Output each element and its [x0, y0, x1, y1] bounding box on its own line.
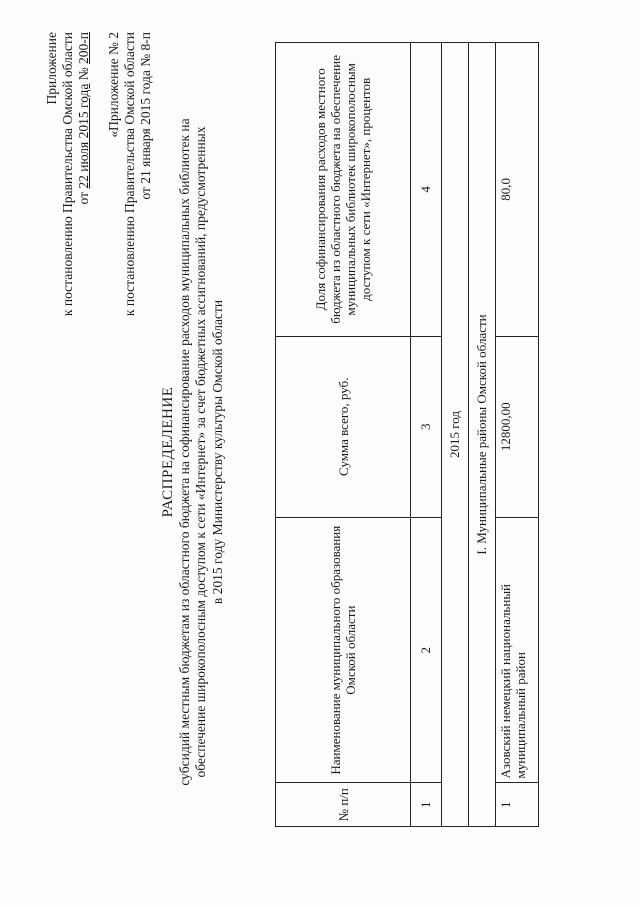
col-number-4: 4: [411, 43, 442, 337]
section-label: I. Муниципальные районы Омской области: [469, 43, 496, 827]
header-sum: Сумма всего, руб.: [276, 336, 411, 517]
table-row: [496, 43, 539, 827]
header-num: № п/п: [276, 783, 411, 827]
annex-line1: к постановлению Правительства Омской области: [60, 32, 75, 317]
header-share: Доля софинансирования расходов местного бюджета из областного бюджета на обеспечение муниципальных библиотек широкополосным доступом к сети «Интернет», процентов: [276, 43, 411, 337]
document-title: РАСПРЕДЕЛЕНИЕ: [160, 386, 176, 518]
title-line1: субсидий местным бюджетам из областного бюджета на софинансирование расходов муниципальных библиотек на: [176, 118, 192, 786]
section-row: [469, 43, 496, 827]
annex2-title: «Приложение № 2: [106, 32, 121, 138]
year-label: 2015 год: [442, 43, 469, 827]
year-row: [442, 43, 469, 827]
distribution-table: [275, 42, 539, 827]
annex-no: 200-п: [76, 32, 91, 64]
document-title-block: [160, 27, 226, 877]
row-num: 1: [496, 783, 539, 827]
annex-no-label: №: [76, 67, 91, 81]
title-line3: в 2015 году Министерству культуры Омской области: [209, 299, 225, 605]
row-name: Азовский немецкий национальный муниципальный район: [496, 517, 539, 783]
header-name: Наименование муниципального образования Омской области: [276, 517, 411, 783]
annex2-line2: от 21 января 2015 года № 8-п: [138, 32, 153, 200]
title-line2: обеспечение широкополосным доступом к сети «Интернет» за счет бюджетных ассигнований, предусмотренных: [193, 126, 208, 778]
rotated-content: [40, 27, 600, 877]
col-number-3: 3: [411, 336, 442, 517]
annex-date-line: [76, 32, 92, 316]
row-sum: 12800,00: [496, 336, 539, 517]
annex-date: 22 июля 2015 года: [76, 83, 91, 189]
annex2-line1: к постановлению Правительства Омской области: [122, 32, 137, 317]
col-number-2: 2: [411, 517, 442, 783]
column-number-row: [411, 43, 442, 827]
annex-header: [44, 32, 154, 316]
table-header-row: [276, 43, 411, 827]
annex-title: Приложение: [44, 32, 59, 105]
annex-from: от: [76, 191, 91, 205]
col-number-1: 1: [411, 783, 442, 827]
row-share: 80,0: [496, 43, 539, 337]
